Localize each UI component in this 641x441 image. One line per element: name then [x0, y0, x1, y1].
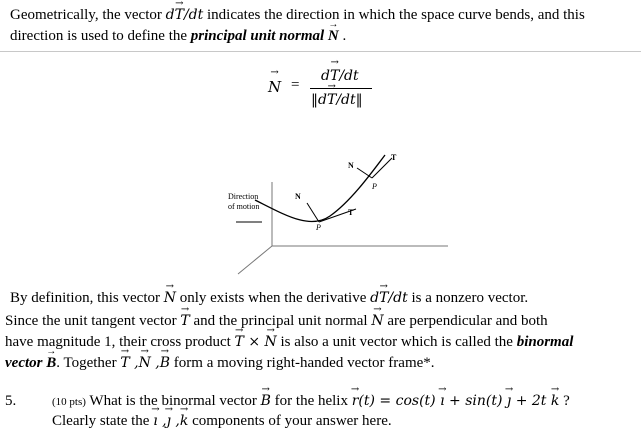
def-2c: are perpendicular and both — [387, 313, 548, 329]
frame-vectors: T → ,N → ,B → — [120, 355, 170, 371]
B-symbol: B → — [261, 392, 271, 410]
intro-text-2a: direction is used to define the — [10, 28, 191, 44]
q-text-b: for the helix — [274, 393, 348, 409]
def-4c: form a moving right-handed vector frame*. — [173, 355, 435, 371]
def-2b: and the principal unit normal — [193, 313, 372, 329]
space-curve-diagram — [0, 140, 641, 280]
intro-line-1 — [10, 6, 585, 24]
definition-line-1 — [10, 289, 528, 307]
intro-line-2 — [10, 27, 346, 45]
cross-product-expression: T → × N → — [235, 334, 277, 350]
principal-unit-normal-term: principal unit normal — [190, 28, 325, 44]
binormal-term: binormal — [516, 334, 574, 350]
question-line-1 — [52, 392, 570, 411]
def-3b: is also a unit vector which is called the — [280, 334, 517, 350]
label-N1: N — [295, 192, 301, 201]
intro-text-2c: . — [342, 28, 347, 44]
T-symbol-1: T → — [180, 312, 189, 330]
definition-line-3 — [5, 333, 573, 351]
def-4b: . Together — [56, 355, 121, 371]
intro-text-1a: Geometrically, the vector — [10, 7, 166, 23]
question-line-2 — [52, 412, 392, 430]
principal-normal-formula — [0, 64, 641, 124]
q-line2b: components of your answer here. — [192, 413, 392, 429]
direction-label-1: Direction — [228, 192, 259, 201]
N-bold: N → — [328, 27, 339, 45]
dT-dt-expression: dT →/dt — [166, 7, 204, 23]
question-number: 5. — [5, 393, 17, 409]
def-1a: By definition, this vector — [10, 290, 164, 306]
def-1b: only exists when the derivative — [179, 290, 371, 306]
N-symbol-2: N → — [371, 312, 383, 330]
x-axis — [238, 246, 272, 274]
B-bold: B → — [46, 354, 56, 372]
vector-term: vector — [5, 355, 43, 371]
label-P1: P — [316, 223, 321, 232]
label-T2: T — [391, 153, 397, 162]
N-symbol-1: N → — [164, 289, 176, 307]
label-N2: N — [348, 161, 354, 170]
label-P2: P — [372, 182, 377, 191]
def-3a: have magnitude 1, their cross product — [5, 334, 235, 350]
def-2a: Since the unit tangent vector — [5, 313, 181, 329]
formula-equals: = — [291, 77, 300, 93]
definition-line-4 — [5, 354, 435, 372]
fraction-bar — [310, 88, 372, 89]
q-line2a: Clearly state the — [52, 413, 154, 429]
normal-vector-1 — [307, 203, 319, 222]
label-T1: T — [348, 208, 354, 217]
question-points: (10 pts) — [52, 396, 86, 408]
space-curve — [255, 155, 385, 222]
q-text-f: ? — [563, 393, 570, 409]
normal-vector-2 — [357, 168, 372, 178]
formula-denominator: ‖dT →/dt‖ — [311, 92, 363, 108]
helix-expression: r →(t) = cos(t) ı → + sin(t) ȷ → + 2t k → — [352, 393, 560, 409]
formula-numerator: dT →/dt — [321, 68, 359, 84]
definition-line-2 — [5, 312, 548, 330]
derivative-expression: dT →/dt — [370, 290, 408, 306]
direction-label-2: of motion — [228, 202, 260, 211]
q-text-a: What is the binormal vector — [89, 393, 257, 409]
intro-text-1b: indicates the direction in which the space curve bends, and this — [207, 7, 585, 23]
divider — [0, 51, 641, 52]
ijk-components: ı → ,ȷ → ,k → — [153, 413, 188, 429]
def-1c: is a nonzero vector. — [411, 290, 529, 306]
formula-lhs: N → — [268, 78, 281, 96]
